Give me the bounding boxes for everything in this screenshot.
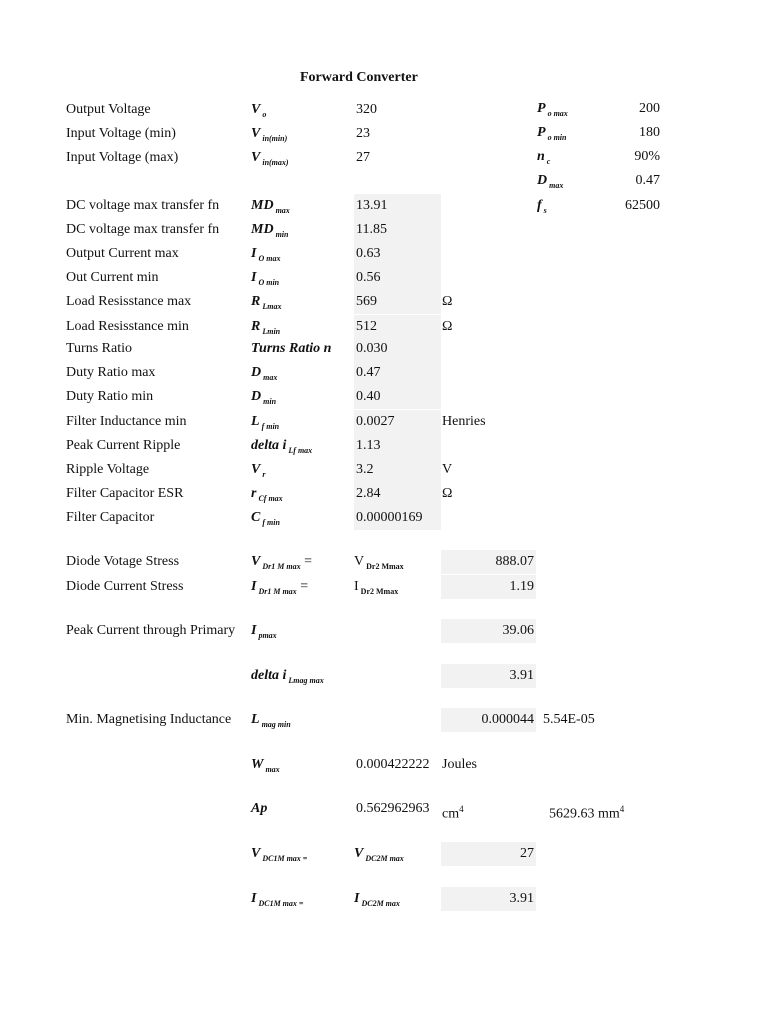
row-value[interactable]: 1.13 — [354, 434, 441, 458]
row-symbol: Ap — [251, 801, 268, 816]
row-label: Diode Votage Stress — [66, 554, 180, 569]
row-symbol: delta i $_{Lmag max}$ — [251, 668, 324, 685]
row-input-voltage-max — [0, 146, 768, 170]
row-vdc — [0, 842, 768, 866]
row-label: Turns Ratio — [66, 341, 133, 356]
row-ripple-voltage — [0, 458, 768, 482]
row-symbol: MD $_{min}$ — [251, 222, 289, 239]
row-unit: Joules — [442, 757, 477, 772]
row-diode-current-stress — [0, 575, 768, 599]
row-label: Input Voltage (max) — [66, 150, 179, 165]
row-value[interactable]: 13.91 — [354, 194, 441, 218]
row-label: Min. Magnetising Inductance — [66, 712, 232, 727]
row-value[interactable]: 3.91 — [441, 887, 536, 911]
row-unit: Henries — [442, 414, 486, 429]
row-symbol: V $_r$ — [251, 462, 266, 479]
param-value[interactable]: 180 — [639, 125, 660, 140]
row-duty-ratio-min — [0, 385, 768, 409]
param-symbol: P $_{o max}$ — [537, 101, 568, 118]
row-unit: $cm^4$ — [442, 804, 464, 822]
row-symbol: V $_o$ — [251, 102, 267, 119]
row-output-current-max — [0, 242, 768, 266]
row-ap — [0, 797, 768, 821]
param-symbol: f $_s$ — [537, 198, 547, 215]
row-value[interactable]: 0.000044 — [441, 708, 536, 732]
row-value[interactable]: 0.000422222 — [356, 757, 430, 772]
row-mm-value: 5629.63 $mm^4$ — [549, 804, 625, 822]
row-output-voltage — [0, 98, 768, 122]
row-md-min — [0, 218, 768, 242]
row-value[interactable]: 11.85 — [354, 218, 441, 242]
row-label: Output Voltage — [66, 102, 151, 117]
row-value[interactable]: 27 — [441, 842, 536, 866]
row-symbol: L $_{mag min}$ — [251, 712, 291, 729]
row-unit: Ω — [442, 319, 453, 334]
row-label: Diode Current Stress — [66, 579, 184, 594]
row-value[interactable]: 0.47 — [354, 361, 441, 385]
param-symbol: n $_c$ — [537, 149, 551, 166]
row-symbol: r $_{Cf max}$ — [251, 486, 283, 503]
row-unit: Ω — [442, 486, 453, 501]
row-value[interactable]: 512 — [354, 315, 441, 339]
row-label: Filter Capacitor ESR — [66, 486, 184, 501]
row-value[interactable]: 0.00000169 — [354, 506, 441, 530]
param-value[interactable]: 0.47 — [635, 173, 660, 188]
row-filter-capacitor — [0, 506, 768, 530]
row-label: Filter Capacitor — [66, 510, 155, 525]
row-value[interactable]: 0.0027 — [354, 410, 441, 434]
row-label: Peak Current Ripple — [66, 438, 181, 453]
row-symbol: D $_{min}$ — [251, 389, 277, 406]
row-out-current-min — [0, 266, 768, 290]
row-symbol: V $_{DC1M max =}$ — [251, 846, 308, 863]
row-symbol: I $_{Dr1 M max}$ = — [251, 579, 309, 596]
row-symbol: R $_{Lmin}$ — [251, 319, 281, 336]
row-symbol: L $_{f min}$ — [251, 414, 280, 431]
row-idc — [0, 887, 768, 911]
row-label: DC voltage max transfer fn — [66, 198, 220, 213]
row-value[interactable]: 0.562962963 — [356, 801, 430, 816]
param-row-dmax — [0, 169, 768, 193]
row-load-resistance-max — [0, 290, 768, 314]
row-label: Load Resisstance min — [66, 319, 189, 334]
row-diode-voltage-stress — [0, 550, 768, 574]
row-alt-value: 5.54E-05 — [543, 712, 595, 727]
row-label: Filter Inductance min — [66, 414, 187, 429]
row-value[interactable]: 3.2 — [354, 458, 441, 482]
row-wmax — [0, 753, 768, 777]
row-value[interactable]: 3.91 — [441, 664, 536, 688]
row-symbol: I $_{DC1M max =}$ — [251, 891, 304, 908]
param-value[interactable]: 90% — [634, 149, 660, 164]
row-value[interactable]: 320 — [356, 102, 377, 117]
param-symbol: P $_{o min}$ — [537, 125, 567, 142]
row-equiv-symbol: V $_{Dr2 Mmax}$ — [354, 554, 404, 571]
row-input-voltage-min — [0, 122, 768, 146]
row-symbol: MD $_{max}$ — [251, 198, 290, 215]
param-value[interactable]: 62500 — [625, 198, 660, 213]
row-symbol: C $_{f min}$ — [251, 510, 280, 527]
param-symbol: D $_{max}$ — [537, 173, 564, 190]
row-symbol: Turns Ratio n — [251, 341, 332, 356]
row-label: Input Voltage (min) — [66, 126, 176, 141]
row-value[interactable]: 0.56 — [354, 266, 441, 290]
row-symbol: D $_{max}$ — [251, 365, 278, 382]
row-value[interactable]: 0.63 — [354, 242, 441, 266]
row-symbol: I $_{O max}$ — [251, 246, 281, 263]
row-peak-current-ripple — [0, 434, 768, 458]
row-value[interactable]: 569 — [354, 290, 441, 314]
row-symbol: V $_{in(min)}$ — [251, 126, 288, 143]
row-filter-capacitor-esr — [0, 482, 768, 506]
row-label: Out Current min — [66, 270, 159, 285]
row-symbol: R $_{Lmax}$ — [251, 294, 282, 311]
row-unit: Ω — [442, 294, 453, 309]
row-symbol: I $_{pmax}$ — [251, 623, 277, 640]
row-value[interactable]: 888.07 — [441, 550, 536, 574]
row-value[interactable]: 2.84 — [354, 482, 441, 506]
row-load-resistance-min — [0, 315, 768, 339]
row-label: Ripple Voltage — [66, 462, 150, 477]
row-equiv-symbol: I $_{Dr2 Mmax}$ — [354, 579, 399, 596]
row-label: DC voltage max transfer fn — [66, 222, 220, 237]
row-equiv-symbol: I $_{DC2M max}$ — [354, 891, 400, 908]
row-value[interactable]: 27 — [356, 150, 370, 165]
row-symbol: delta i $_{Lf max}$ — [251, 438, 313, 455]
row-unit: V — [442, 462, 453, 477]
row-value[interactable]: 39.06 — [441, 619, 536, 643]
row-value[interactable]: 23 — [356, 126, 370, 141]
row-value[interactable]: 1.19 — [441, 575, 536, 599]
row-label: Load Resisstance max — [66, 294, 192, 309]
row-label: Duty Ratio max — [66, 365, 156, 380]
row-value[interactable]: 0.40 — [354, 385, 441, 409]
row-label: Duty Ratio min — [66, 389, 154, 404]
param-value[interactable]: 200 — [639, 101, 660, 116]
row-symbol: V $_{in(max)}$ — [251, 150, 289, 167]
sheet-title: Forward Converter — [300, 70, 418, 85]
row-md-max — [0, 194, 768, 218]
row-delta-i-lmag — [0, 664, 768, 688]
row-duty-ratio-max — [0, 361, 768, 385]
row-symbol: W $_{max}$ — [251, 757, 280, 774]
row-filter-inductance — [0, 410, 768, 434]
row-min-magnetising-inductance — [0, 708, 768, 732]
row-label: Peak Current through Primary — [66, 623, 236, 638]
row-symbol: V $_{Dr1 M max}$ = — [251, 554, 312, 571]
row-value[interactable]: 0.030 — [354, 337, 441, 361]
row-label: Output Current max — [66, 246, 179, 261]
row-turns-ratio — [0, 337, 768, 361]
row-equiv-symbol: V $_{DC2M max}$ — [354, 846, 404, 863]
row-peak-current-primary — [0, 619, 768, 643]
row-symbol: I $_{O min}$ — [251, 270, 280, 287]
